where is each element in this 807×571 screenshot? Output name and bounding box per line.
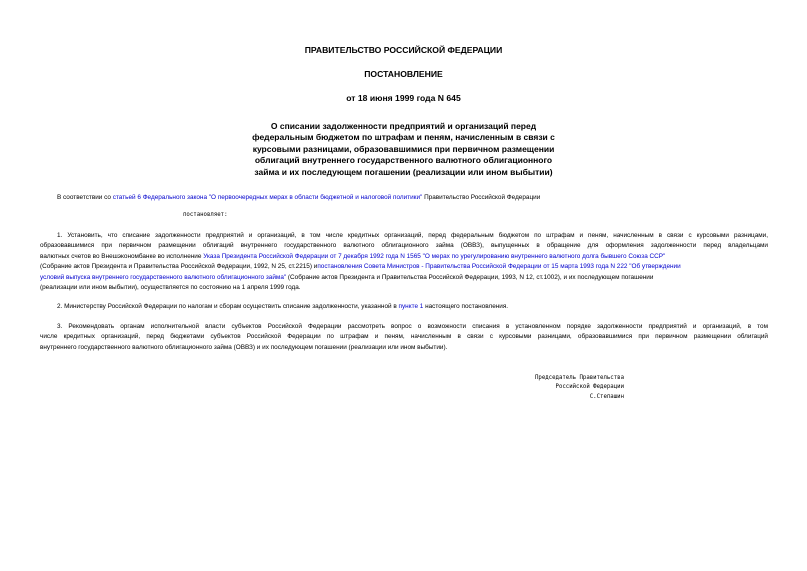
preamble-line: В соответствии со статьей 6 Федерального закона "О первоочередных мерах в области бюджетной и налоговой политики" Правительство Российской Федерации: [57, 194, 541, 201]
signature-block: [500, 374, 624, 402]
title-line: федеральным бюджетом по штрафам и пеням, начисленным в связи с: [252, 132, 555, 143]
paragraph-1: [40, 231, 768, 293]
paragraph-3: [40, 322, 768, 353]
title-line: О списании задолженности предприятий и организаций перед: [270, 121, 537, 131]
document-date-number: от 18 июня 1999 года N 645: [346, 93, 461, 103]
signature-name: С.Степашин: [589, 393, 624, 400]
presidential-decree-link[interactable]: Указа Президента Российской Федерации от 7 декабря 1992 года N 1565 "О мерах по урегулированию внутреннего валютного долга бывшего Союза ССР": [203, 252, 666, 260]
signature-position: Председатель Правительства: [534, 375, 624, 381]
signature-country: Российской Федерации: [555, 384, 624, 391]
paragraph-1-line: валютных счетов во Внешэкономбанке во исполнение Указа Президента Российской Федерации от 7 декабря 1992 года N 1565 "О мерах по урегулированию внутреннего валютного долга бывшего Союза ССР": [40, 252, 666, 260]
paragraph-3-line: внутреннего государственного валютного облигационного займа (ОВВЗ) и их последующем погашении (реализации или ином выбытии).: [40, 343, 448, 351]
government-resolution-link[interactable]: постановления Совета Министров - Правительства Российской Федерации от 15 марта 1993 года N 222 "Об утверждении: [317, 263, 681, 271]
title-line: займа и их последующем погашении (реализации или ином выбытии): [254, 166, 553, 177]
title-line: курсовыми разницами, образовавшимися при первичном размещении: [252, 143, 555, 154]
federal-law-link[interactable]: статьей 6 Федерального закона "О первоочередных мерах в области бюджетной и налоговой политики": [112, 194, 423, 201]
paragraph-3-line: числе кредитных организаций, перед бюджетами субъектов Российской Федерации по штрафам и пеням, начисленным в связи с курсовыми разницами, образовавшимися при первичном размещении облигаций: [40, 333, 768, 341]
preamble-paragraph: [40, 193, 768, 203]
paragraph-1-line: условий выпуска внутреннего государственного валютного облигационного займа" (Собрание актов Президента и Правительства Российской Федерации, 1993, N 12, ст.1002), и их последующем погашении: [40, 273, 654, 281]
paragraph-1-line: 1. Установить, что списание задолженности предприятий и организаций, в том числе кредитных организаций, перед федеральным бюджетом по штрафам и пеням, начисленным в связи с курсовыми разницами,: [57, 232, 768, 239]
paragraph-2-line: 2. Министерству Российской Федерации по налогам и сборам осуществить списание задолженности, указанной в пункте 1 настоящего постановления.: [57, 303, 509, 310]
title-line: облигаций внутреннего государственного валютного облигационного: [254, 155, 553, 166]
paragraph-1-line: образовавшимися при первичном размещении облигаций внутреннего государственного валютного облигационного займа (ОВВЗ), выпущенных в обращение для оформления задолженности перед владельцами: [40, 242, 768, 250]
clause-1-link[interactable]: пункте 1: [398, 303, 424, 310]
issuing-authority: ПРАВИТЕЛЬСТВО РОССИЙСКОЙ ФЕДЕРАЦИИ: [304, 45, 503, 55]
paragraph-1-line: (реализации или ином выбытии), осуществляется по состоянию на 1 апреля 1999 года.: [40, 284, 301, 292]
paragraph-3-line: 3. Рекомендовать органам исполнительной власти субъектов Российской Федерации рассмотреть вопрос о возможности списания в установленном порядке задолженности предприятий и организаций, в том: [57, 323, 768, 330]
paragraph-2: [40, 302, 768, 312]
decree-word: постановляет:: [183, 212, 228, 218]
document-type: ПОСТАНОВЛЕНИЕ: [364, 69, 443, 79]
document-title: [200, 121, 607, 178]
government-resolution-link-continued[interactable]: условий выпуска внутреннего государственного валютного облигационного займа": [40, 273, 287, 281]
paragraph-1-line: (Собрание актов Президента и Правительства Российской Федерации, 1992, N 25, ст.2215) ипостановления Совета Министров - Правительства Российской Федерации от 15 марта 1993 года N 222 "Об утверждении: [40, 263, 681, 271]
